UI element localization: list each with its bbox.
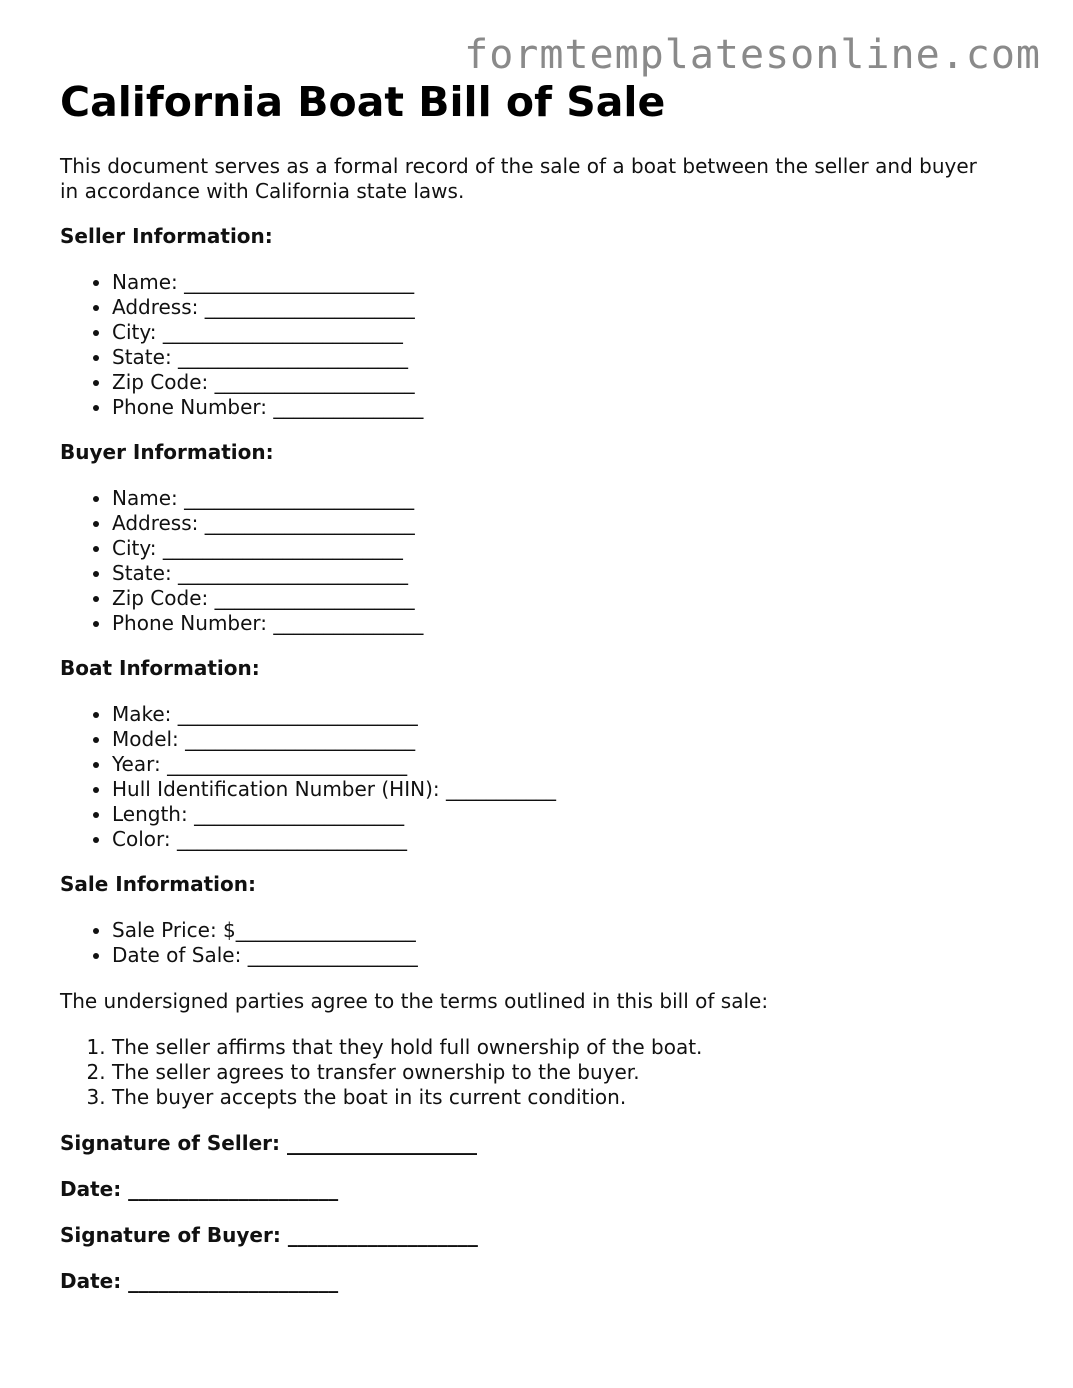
- seller-name-field[interactable]: • Name: _______________________: [112, 270, 1020, 295]
- buyer-name-field[interactable]: • Name: _______________________: [112, 486, 1020, 511]
- buyer-address-field[interactable]: • Address: _____________________: [112, 511, 1020, 536]
- seller-zip-field[interactable]: • Zip Code: ____________________: [112, 370, 1020, 395]
- boat-hin-field[interactable]: • Hull Identification Number (HIN): ___________: [112, 777, 1020, 802]
- buyer-field-list: [60, 486, 1020, 636]
- sale-section-heading: Sale Information:: [60, 872, 256, 896]
- seller-address-field[interactable]: • Address: _____________________: [112, 295, 1020, 320]
- agreement-terms-list: [60, 1035, 1020, 1110]
- watermark: formtemplatesonline.com: [464, 32, 1041, 78]
- boat-color-field[interactable]: • Color: _______________________: [112, 827, 1020, 852]
- agreement-paragraph: The undersigned parties agree to the terms outlined in this bill of sale:: [60, 989, 769, 1013]
- boat-section-heading: Boat Information:: [60, 656, 260, 680]
- seller-phone-field[interactable]: • Phone Number: _______________: [112, 395, 1020, 420]
- buyer-section-heading: Buyer Information:: [60, 440, 274, 464]
- buyer-zip-field[interactable]: • Zip Code: ____________________: [112, 586, 1020, 611]
- boat-model-field[interactable]: • Model: _______________________: [112, 727, 1020, 752]
- buyer-signature-field[interactable]: Signature of Buyer: ___________________: [60, 1223, 478, 1247]
- buyer-city-field[interactable]: • City: ________________________: [112, 536, 1020, 561]
- agreement-term: 2. The seller agrees to transfer ownership to the buyer.: [112, 1060, 1020, 1085]
- seller-city-field[interactable]: • City: ________________________: [112, 320, 1020, 345]
- buyer-state-field[interactable]: • State: _______________________: [112, 561, 1020, 586]
- document: [60, 76, 1020, 1294]
- sale-field-list: [60, 918, 1020, 968]
- buyer-date-field[interactable]: Date: _____________________: [60, 1269, 339, 1293]
- intro-paragraph: This document serves as a formal record of the sale of a boat between the seller and buyer in accordance with California state laws.: [60, 154, 977, 203]
- agreement-term: 1. The seller affirms that they hold full ownership of the boat.: [112, 1035, 1020, 1060]
- agreement-term: 3. The buyer accepts the boat in its current condition.: [112, 1085, 1020, 1110]
- sale-date-field[interactable]: • Date of Sale: _________________: [112, 943, 1020, 968]
- buyer-phone-field[interactable]: • Phone Number: _______________: [112, 611, 1020, 636]
- boat-year-field[interactable]: • Year: ________________________: [112, 752, 1020, 777]
- seller-signature-field[interactable]: Signature of Seller: ___________________: [60, 1131, 477, 1155]
- boat-make-field[interactable]: • Make: ________________________: [112, 702, 1020, 727]
- seller-field-list: [60, 270, 1020, 420]
- boat-length-field[interactable]: • Length: _____________________: [112, 802, 1020, 827]
- seller-state-field[interactable]: • State: _______________________: [112, 345, 1020, 370]
- boat-field-list: [60, 702, 1020, 852]
- seller-date-field[interactable]: Date: _____________________: [60, 1177, 339, 1201]
- sale-price-field[interactable]: • Sale Price: $__________________: [112, 918, 1020, 943]
- document-title: California Boat Bill of Sale: [60, 78, 666, 126]
- seller-section-heading: Seller Information:: [60, 224, 273, 248]
